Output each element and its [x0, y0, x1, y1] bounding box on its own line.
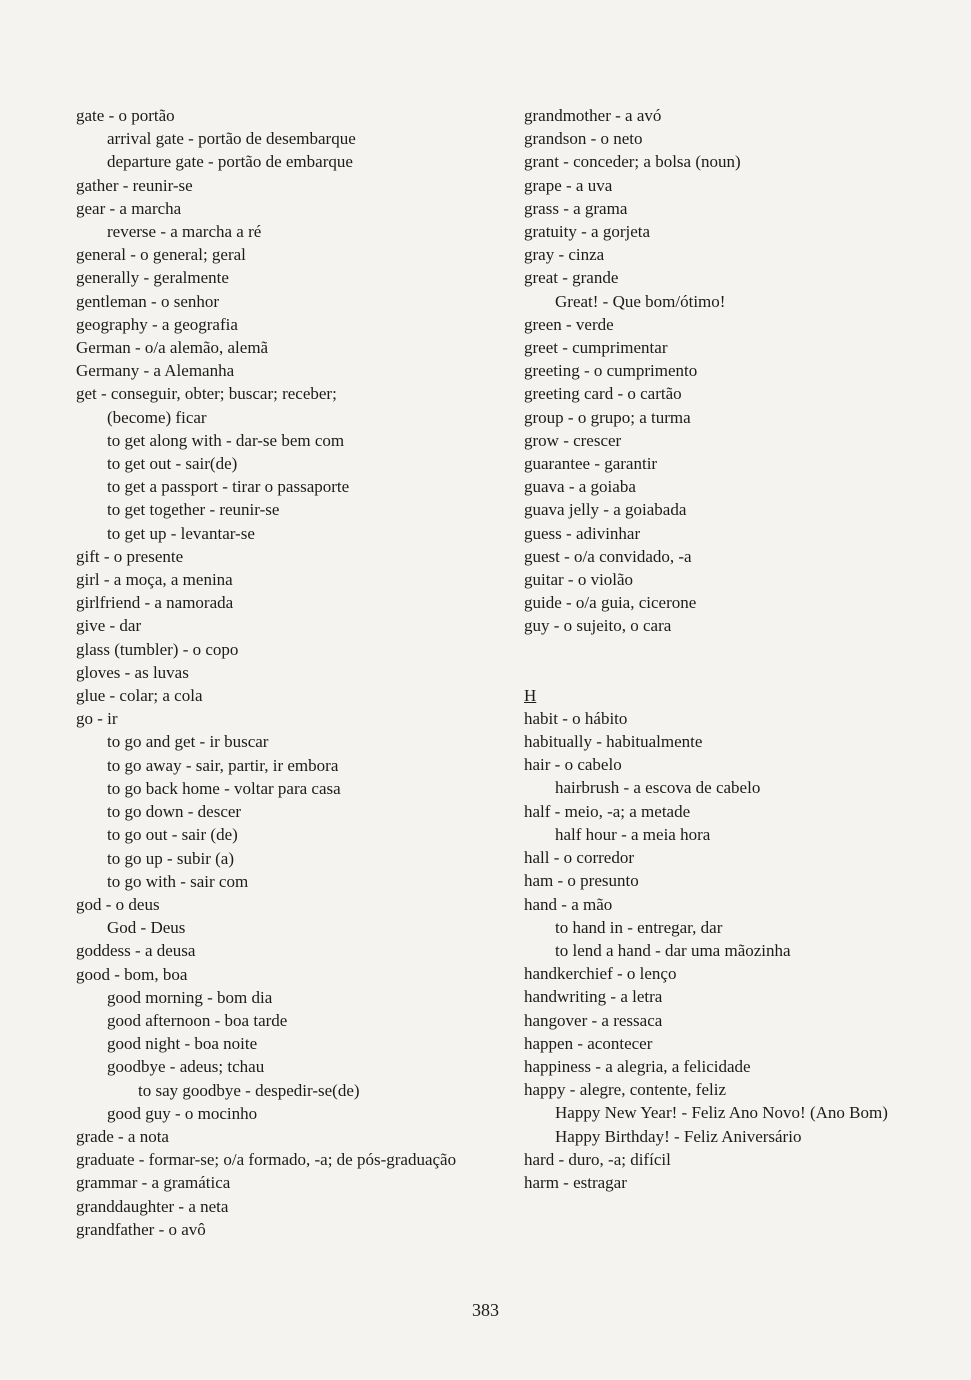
sub-entry: to go up - subir (a) — [107, 848, 235, 868]
dictionary-entry: grass - a grama — [524, 198, 628, 218]
sub-entry: half hour - a meia hora — [555, 824, 711, 844]
dictionary-entry: ham - o presunto — [524, 871, 639, 891]
sub-entry: to go down - descer — [107, 802, 242, 822]
right-column — [524, 104, 924, 1194]
dictionary-entry: happy - alegre, contente, feliz — [524, 1080, 727, 1100]
dictionary-entry: happen - acontecer — [524, 1033, 653, 1053]
dictionary-entry: gray - cinza — [524, 245, 605, 265]
dictionary-entry: glue - colar; a cola — [76, 686, 203, 706]
sub-entry: to get a passport - tirar o passaporte — [107, 477, 350, 497]
section-letter-heading: H — [524, 685, 537, 705]
dictionary-entry: grow - crescer — [524, 430, 622, 450]
dictionary-entry: greet - cumprimentar — [524, 338, 668, 358]
dictionary-entry: handwriting - a letra — [524, 987, 663, 1007]
dictionary-entry: guest - o/a convidado, -a — [524, 546, 692, 566]
dictionary-entry: general - o general; geral — [76, 245, 246, 265]
dictionary-entry: hair - o cabelo — [524, 755, 622, 775]
sub-entry: to go away - sair, partir, ir embora — [107, 755, 339, 775]
section-gap — [524, 638, 924, 684]
dictionary-entry: hand - a mão — [524, 894, 613, 914]
sub-entry: good morning - bom dia — [107, 987, 273, 1007]
dictionary-entry: grandson - o neto — [524, 129, 643, 149]
sub-entry: departure gate - portão de embarque — [107, 152, 353, 172]
sub-entry: arrival gate - portão de desembarque — [107, 129, 356, 149]
dictionary-entry: gentleman - o senhor — [76, 291, 220, 311]
dictionary-entry: Germany - a Alemanha — [76, 361, 235, 381]
dictionary-entry: handkerchief - o lenço — [524, 964, 677, 984]
dictionary-entry: god - o deus — [76, 894, 160, 914]
page-number: 383 — [472, 1300, 499, 1320]
dictionary-entry: gear - a marcha — [76, 198, 182, 218]
dictionary-entry: guava - a goiaba — [524, 477, 636, 497]
sub-entry: Great! - Que bom/ótimo! — [555, 291, 726, 311]
dictionary-entry: girl - a moça, a menina — [76, 570, 233, 590]
sub-entry: to get together - reunir-se — [107, 500, 280, 520]
dictionary-entry: group - o grupo; a turma — [524, 407, 691, 427]
dictionary-entry: goddess - a deusa — [76, 941, 196, 961]
dictionary-entry: green - verde — [524, 314, 614, 334]
dictionary-entry: gloves - as luvas — [76, 662, 189, 682]
sub-entry: good guy - o mocinho — [107, 1103, 258, 1123]
sub-entry: good night - boa noite — [107, 1034, 258, 1054]
dictionary-entry: geography - a geografia — [76, 314, 238, 334]
dictionary-entry: gate - o portão — [76, 106, 175, 125]
dictionary-entry: gratuity - a gorjeta — [524, 222, 651, 242]
dictionary-entry: grape - a uva — [524, 175, 613, 195]
dictionary-entry: greeting - o cumprimento — [524, 361, 698, 381]
dictionary-entry: guarantee - garantir — [524, 454, 658, 474]
dictionary-entry: German - o/a alemão, alemã — [76, 338, 269, 358]
sub-entry: Happy Birthday! - Feliz Aniversário — [555, 1126, 802, 1146]
dictionary-entry: graduate - formar-se; o/a formado, -a; de pós-graduação — [76, 1150, 457, 1170]
dictionary-entry: gift - o presente — [76, 546, 184, 566]
dictionary-entry: grandfather - o avô — [76, 1219, 206, 1239]
dictionary-entry: glass (tumbler) - o copo — [76, 639, 239, 659]
sub-entry: goodbye - adeus; tchau — [107, 1057, 265, 1077]
dictionary-entry: harm - estragar — [524, 1172, 627, 1192]
dictionary-entry: habit - o hábito — [524, 708, 628, 728]
dictionary-entry: get - conseguir, obter; buscar; receber; — [76, 384, 337, 404]
sub-sub-entry: to say goodbye - despedir-se(de) — [138, 1080, 360, 1100]
sub-entry: to go out - sair (de) — [107, 825, 238, 845]
dictionary-entry: give - dar — [76, 616, 142, 636]
dictionary-entry: grandmother - a avó — [524, 106, 662, 125]
left-column — [76, 104, 466, 1241]
sub-entry: to lend a hand - dar uma mãozinha — [555, 940, 791, 960]
dictionary-entry: guitar - o violão — [524, 570, 634, 590]
dictionary-entry: half - meio, -a; a metade — [524, 801, 691, 821]
sub-entry: to go with - sair com — [107, 871, 249, 891]
dictionary-entry: gather - reunir-se — [76, 175, 193, 195]
dictionary-entry: guy - o sujeito, o cara — [524, 616, 672, 636]
dictionary-entry: habitually - habitualmente — [524, 732, 703, 752]
dictionary-entry: grade - a nota — [76, 1126, 169, 1146]
dictionary-entry: great - grande — [524, 268, 619, 288]
dictionary-entry: grant - conceder; a bolsa (noun) — [524, 152, 741, 172]
sub-entry: reverse - a marcha a ré — [107, 222, 262, 242]
sub-entry: to get along with - dar-se bem com — [107, 430, 345, 450]
dictionary-entry: grammar - a gramática — [76, 1173, 231, 1193]
sub-entry: to hand in - entregar, dar — [555, 917, 723, 937]
sub-entry: good afternoon - boa tarde — [107, 1010, 288, 1030]
sub-entry: to get out - sair(de) — [107, 454, 238, 474]
dictionary-entry: generally - geralmente — [76, 268, 229, 288]
dictionary-entry: go - ir — [76, 709, 118, 729]
dictionary-entry: guess - adivinhar — [524, 523, 641, 543]
sub-entry: (become) ficar — [107, 407, 207, 427]
dictionary-entry: granddaughter - a neta — [76, 1196, 229, 1216]
dictionary-entry: guava jelly - a goiabada — [524, 500, 687, 520]
sub-entry: to go and get - ir buscar — [107, 732, 269, 752]
dictionary-entry: guide - o/a guia, cicerone — [524, 593, 697, 613]
sub-entry: hairbrush - a escova de cabelo — [555, 778, 761, 798]
sub-entry: to go back home - voltar para casa — [107, 778, 341, 798]
dictionary-entry: good - bom, boa — [76, 964, 188, 984]
dictionary-entry: hard - duro, -a; difícil — [524, 1149, 671, 1169]
dictionary-entry: hangover - a ressaca — [524, 1010, 663, 1030]
sub-entry: Happy New Year! - Feliz Ano Novo! (Ano Bom) — [555, 1103, 888, 1123]
dictionary-entry: happiness - a alegria, a felicidade — [524, 1056, 751, 1076]
sub-entry: to get up - levantar-se — [107, 523, 255, 543]
dictionary-entry: greeting card - o cartão — [524, 384, 682, 404]
dictionary-entry: hall - o corredor — [524, 848, 634, 868]
dictionary-entry: girlfriend - a namorada — [76, 593, 234, 613]
sub-entry: God - Deus — [107, 918, 186, 938]
